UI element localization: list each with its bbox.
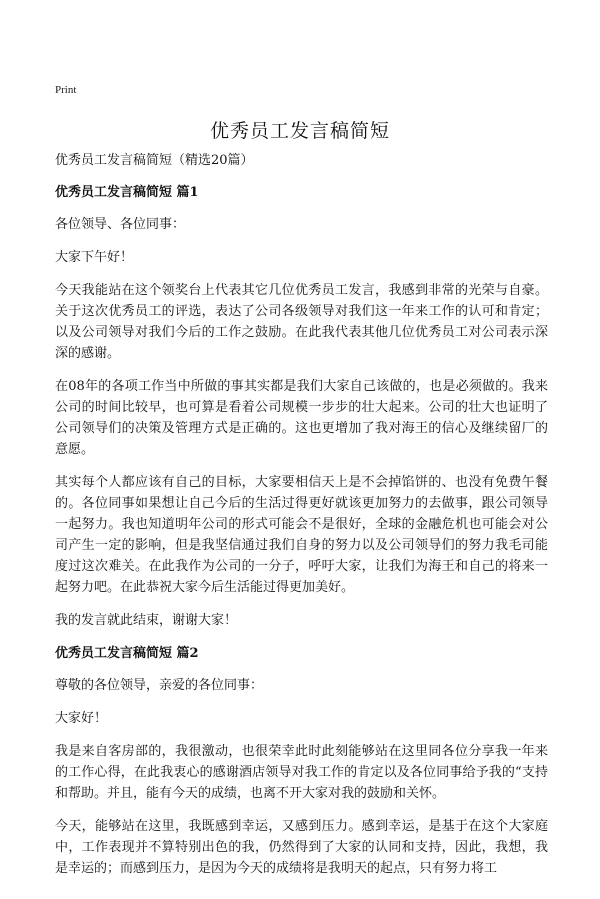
document-subtitle: 优秀员工发言稿简短（精选20篇）	[55, 153, 254, 168]
paragraph: 今天，能够站在这里，我既感到幸运，又感到压力。感到幸运，是基于在这个大家庭中，工作表现并不算特别出色的我，仍然得到了大家的认同和支持，因此，我想，我是幸运的；而感到压力，是因为今天的成绩将是我明天的起点，只有努力将工	[55, 819, 548, 876]
print-label: Print	[55, 84, 77, 96]
paragraph: 其实每个人都应该有自己的目标，大家要相信天上是不会掉馅饼的、也没有免费午餐的。各位同事如果想让自己今后的生活过得更好就该更加努力的去做事，跟公司领导一起努力。我也知道明年公司的形式可能会不是很好，全球的金融危机也可能会对公司产生一定的影响，但是我坚信通过我们自身的努力以及公司领导们的努力我毛司能度过这次难关。在此我作为公司的一分子，呼吁大家，让我们为海王和自己的将来一起努力吧。在此恭祝大家今后生活能过得更加美好。	[55, 475, 548, 595]
closing: 我的发言就此结束，谢谢大家！	[55, 613, 238, 628]
greeting: 大家下午好！	[55, 250, 134, 265]
section-1	[55, 182, 548, 631]
document-body	[55, 150, 548, 891]
paragraph: 我是来自客房部的，我很激动，也很荣幸此时此刻能够站在这里同各位分享我一年来的工作心得，在此我衷心的感谢酒店领导对我工作的肯定以及各位同事给予我的“支持和帮助。并且，能有今天的成绩，也离不开大家对我的鼓励和关怀。	[55, 744, 548, 801]
page-title: 优秀员工发言稿简短	[209, 120, 390, 142]
section-2	[55, 643, 548, 879]
paragraph: 在08年的各项工作当中所做的事其实都是我们大家自己该做的，也是必须做的。我来公司的时间比较早，也可算是看着公司规模一步步的壮大起来。公司的壮大也证明了公司领导们的决策及管理方式是正确的。这也更增加了我对海王的信心及继续留厂的意愿。	[55, 379, 548, 457]
paragraph: 今天我能站在这个领奖台上代表其它几位优秀员工发言，我感到非常的光荣与自豪。关于这次优秀员工的评选，表达了公司各级领导对我们这一年来工作的认可和肯定；以及公司领导对我们今后的工作之鼓励。在此我代表其他几位优秀员工对公司表示深深的感谢。	[55, 283, 548, 361]
salutation: 尊敬的各位领导，亲爱的各位同事：	[55, 678, 264, 693]
section-heading: 优秀员工发言稿简短 篇2	[55, 646, 199, 661]
greeting: 大家好！	[55, 711, 108, 726]
salutation: 各位领导、各位同事：	[55, 217, 186, 232]
section-heading: 优秀员工发言稿简短 篇1	[55, 185, 199, 200]
